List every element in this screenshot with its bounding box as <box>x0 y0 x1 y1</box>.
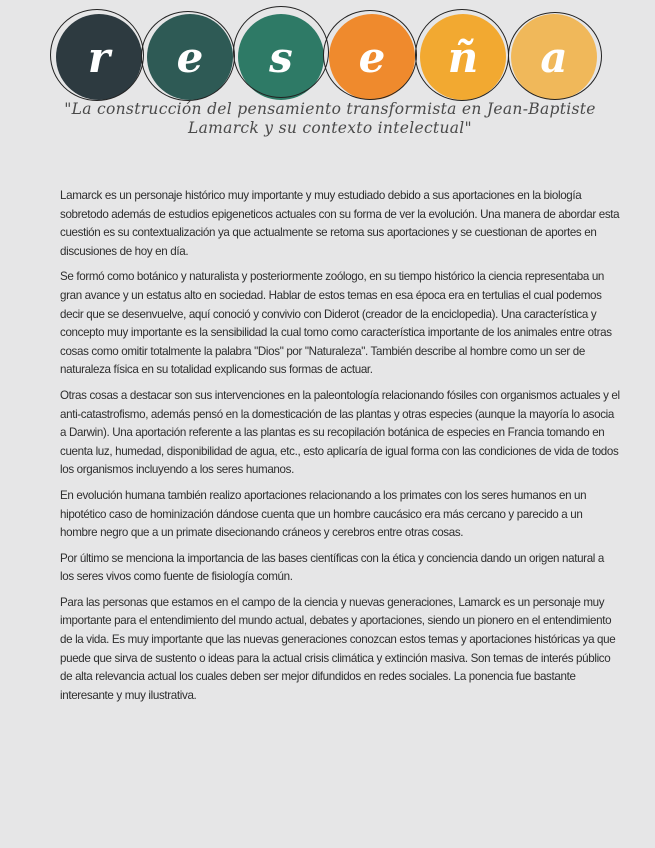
resena-body <box>60 187 620 712</box>
letter-circle-1: r <box>56 14 142 100</box>
paragraph-6: Para las personas que estamos en el campo de la ciencia y nuevas generaciones, Lamarck es un personaje muy importante para el entendimiento del mundo actual, debates y aportaciones, siendo un pionero en el entendimiento de la vida. Es muy importante que las nuevas generaciones conozcan estos temas y aportaciones históricas ya que puede que sirva de sustento o ideas para la actual crisis climática y extinción masiva. Son temas de interés público de alta relevancia actual los cuales deben ser mejor difundidos en redes sociales. La ponencia fue bastante interesante y muy ilustrativa. <box>60 595 616 702</box>
letter-circle-3: s <box>238 14 324 100</box>
resena-title-logo <box>0 0 655 105</box>
paragraph-2: Se formó como botánico y naturalista y posteriormente zoólogo, en su tiempo histórico la ciencia representaba un gran avance y un estatus alto en sociedad. Hablar de estos temas en esa época era en tertulias el cual podemos decir que se desenvuelve, aquí conoció y convivio con Diderot (creador de la enciclopedia). Una característica y concepto muy importante es la sensibilidad la cual tomo como característica importante de los animales entre otras cosas como omitir totalmente la palabra "Dios" por "Naturaleza". También describe al hombre como un ser de naturaleza física en su totalidad explicando sus formas de actuar. <box>60 270 612 377</box>
paragraph-5: Por último se menciona la importancia de las bases científicas con la ética y conciencia dando un origen natural a los seres vivos como fuente de fisiología común. <box>60 551 604 584</box>
resena-subtitle: "La construcción del pensamiento transformista en Jean-Baptiste Lamarck y su contexto intelectual" <box>64 100 596 137</box>
paragraph-4: En evolución humana también realizo aportaciones relacionando a los primates con los seres humanos en un hipotético caso de hominización dándose cuenta que un hombre caucásico era más cercano y parecido a un hombre negro que a un primate disecionando cráneos y cerebros entre otras cosas. <box>60 488 587 540</box>
resena-header <box>0 0 655 140</box>
letter-circle-4: e <box>329 14 415 100</box>
paragraph-3: Otras cosas a destacar son sus intervenciones en la paleontología relacionando fósiles con organismos actuales y el anti-catastrofismo, además pensó en la domesticación de las plantas y otras especies (aunque la mayoría lo asocia a Darwin). Una aportación referente a las plantas es su recopilación botánica de especies en Francia tomando en cuenta luz, humedad, disponibilidad de agua, etc., esto aplicaría de igual forma con las condiciones de vida de todos los organismos incluyendo a los seres humanos. <box>60 388 620 477</box>
letter-circle-5: ñ <box>420 14 506 100</box>
letter-circle-6: a <box>511 14 597 100</box>
paragraph-1: Lamarck es un personaje histórico muy importante y muy estudiado debido a sus aportaciones en la biología sobretodo además de estudios epigeneticos actuales con su forma de ver la evolución. Una manera de abordar esta cuestión es su contextualización ya que actualmente se retoma sus aportaciones y se cuestionan de aportes en discusiones de hoy en día. <box>60 189 620 258</box>
letter-circle-2: e <box>147 14 233 100</box>
